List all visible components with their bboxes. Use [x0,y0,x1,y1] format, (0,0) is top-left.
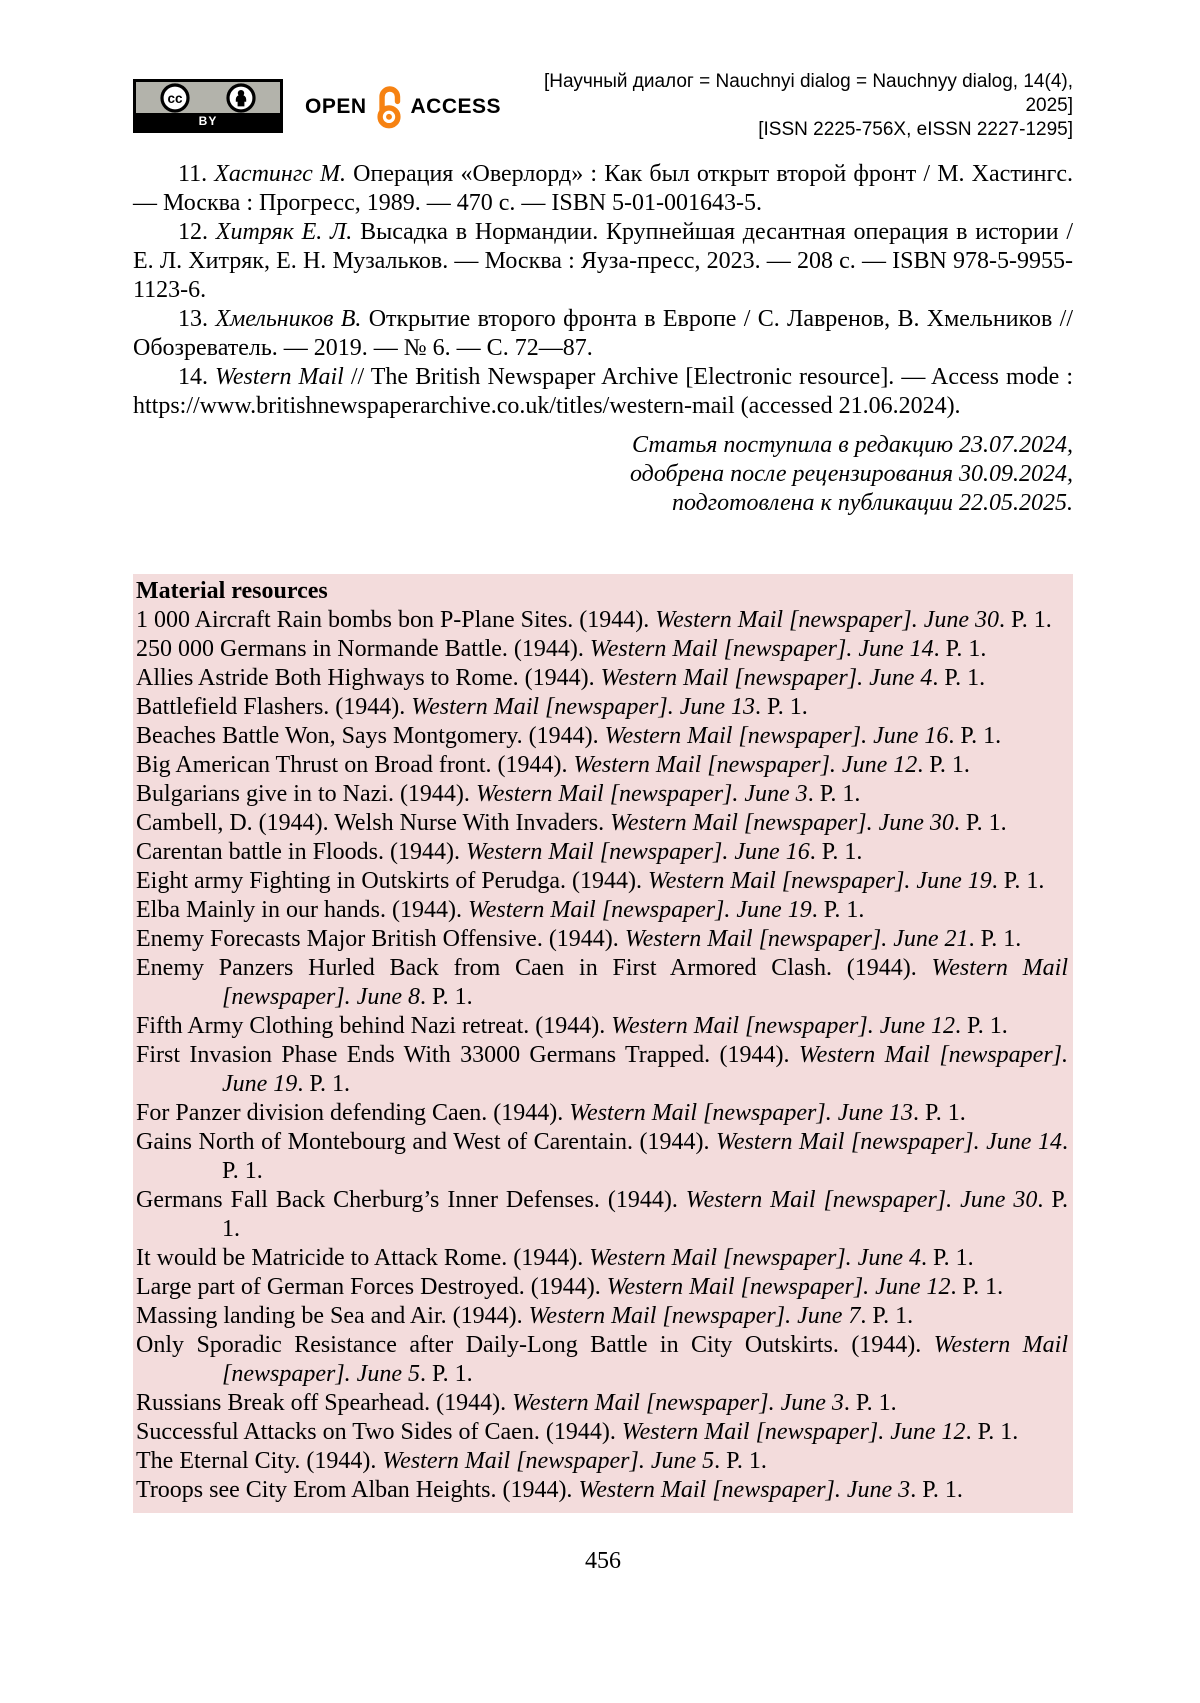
reference-text: 14. [178,364,216,390]
entry-page-ref: . P. 1. [222,1187,1069,1242]
reference-source-name: Хитряк Е. Л. [215,219,353,245]
submission-dates [133,431,1073,518]
material-resource-entry [136,1244,1068,1273]
journal-issn-line: [ISSN 2225-756X, eISSN 2227-1295] [758,119,1073,140]
entry-title: Allies Astride Both Highways to Rome. (1944). [136,665,601,691]
entry-title: Enemy Forecasts Major British Offensive. (1944). [136,926,625,952]
submission-date-line: подготовлена к публикации 22.05.2025. [671,490,1073,516]
material-resource-entry [136,693,1068,722]
entry-source: Western Mail [newspaper]. June 16 [465,839,810,865]
material-resource-entry [136,954,1068,1012]
entry-title: Bulgarians give in to Nazi. (1944). [136,781,476,807]
entry-source: Western Mail [newspaper]. June 7 [528,1303,861,1329]
open-access-access-label: ACCESS [410,94,502,118]
entry-page-ref: . P. 1. [999,607,1052,633]
entry-page-ref: . P. 1. [843,1390,897,1416]
entry-source: Western Mail [newspaper]. June 4 [600,665,933,691]
material-resource-entry [136,780,1068,809]
entry-source: Western Mail [newspaper]. June 12 [611,1013,955,1039]
material-resource-entry [136,1012,1068,1041]
entry-title: Troops see City Erom Alban Heights. (1944). [136,1477,579,1503]
entry-title: Fifth Army Clothing behind Nazi retreat. (1944). [136,1013,612,1039]
material-resource-entry [136,1389,1068,1418]
entry-source: Western Mail [newspaper]. June 4 [589,1245,921,1271]
cc-by-license-badge [133,79,283,133]
references-list [133,160,1073,421]
entry-page-ref: . P. 1. [910,1477,963,1503]
material-resource-entry [136,1273,1068,1302]
entry-source: Western Mail [newspaper]. June 12 [573,752,918,778]
material-resources-title: Material resources [136,578,328,604]
material-resource-entry [136,867,1068,896]
entry-page-ref: . P. 1. [948,723,1002,749]
entry-source: Western Mail [newspaper]. June 19 [467,897,812,923]
material-resource-entry [136,1331,1068,1389]
entry-title: Successful Attacks on Two Sides of Caen. (1944). [136,1419,622,1445]
entry-source: Western Mail [newspaper]. June 14 [589,636,934,662]
entry-title: 1 000 Aircraft Rain bombs bon P-Plane Sites. (1944). [136,607,656,633]
entry-title: Massing landing be Sea and Air. (1944). [136,1303,529,1329]
entry-title: Carentan battle in Floods. (1944). [136,839,466,865]
person-icon [226,83,256,113]
entry-page-ref: . P. 1. [932,665,986,691]
entry-title: The Eternal City. (1944). [136,1448,383,1474]
open-access-logo [305,83,501,129]
reference-text: // The British Newspaper Archive [Electronic resource]. — Access mode : https://www.britishnewspaperarchive.co.uk/titles/western-mail (accessed 21.06.2024). [133,364,1074,419]
entry-source: Western Mail [newspaper]. June 13 [411,694,756,720]
entry-page-ref: . P. 1. [714,1448,767,1474]
entry-source: Western Mail [newspaper]. June 3 [475,781,808,807]
submission-date-line: одобрена после рецензирования 30.09.2024, [630,461,1073,487]
page-header [133,71,1073,140]
entry-source: Western Mail [newspaper]. June 19 [647,868,992,894]
reference-text: Открытие второго фронта в Европе / С. Лавренов, В. Хмельников // Обозреватель. — 2019. — № 6. — С. 72—87. [133,306,1073,361]
entry-title: It would be Matricide to Attack Rome. (1944). [136,1245,590,1271]
entry-source: Western Mail [newspaper]. June 19 [222,1042,1068,1097]
material-resource-entry [136,896,1068,925]
material-resource-entry [136,809,1068,838]
cc-by-label: BY [136,113,280,130]
entry-source: Western Mail [newspaper]. June 30 [655,607,1000,633]
reference-item [133,305,1073,363]
reference-text: 12. [178,219,216,245]
reference-source-name: Хастингс М. [214,161,346,187]
material-resource-entry [136,1041,1068,1099]
entry-title: Beaches Battle Won, Says Montgomery. (1944). [136,723,605,749]
entry-title: Gains North of Montebourg and West of Carentain. (1944). [136,1129,717,1155]
entry-page-ref: . P. 1. [222,1129,1068,1184]
svg-text:cc: cc [167,90,183,106]
entry-page-ref: . P. 1. [920,1245,974,1271]
reference-item [133,160,1073,218]
reference-source-name: Western Mail [215,364,344,390]
journal-title-line: [Научный диалог = Nauchnyi dialog = Nauchnyy dialog, 14(4), 2025] [543,71,1073,116]
entry-source: Western Mail [newspaper]. June 5 [222,1332,1068,1387]
material-resources-section [133,574,1073,1513]
open-padlock-icon [367,83,411,129]
material-resource-entry [136,1302,1068,1331]
entry-page-ref: . P. 1. [950,1274,1004,1300]
reference-source-name: Хмельников В. [215,306,362,332]
material-resource-entry [136,635,1068,664]
entry-page-ref: . P. 1. [860,1303,914,1329]
entry-source: Western Mail [newspaper]. June 30 [685,1187,1038,1213]
journal-info [501,70,1073,142]
entry-title: 250 000 Germans in Normande Battle. (1944). [136,636,590,662]
entry-page-ref: . P. 1. [933,636,987,662]
references-section [133,160,1073,421]
material-resource-entry [136,1186,1068,1244]
material-resource-entry [136,606,1068,635]
entry-title: First Invasion Phase Ends With 33000 Germans Trapped. (1944). [136,1042,799,1068]
reference-text: 11. [178,161,215,187]
reference-text: Высадка в Нормандии. Крупнейшая десантная операция в истории / Е. Л. Хитряк, Е. Н. Музальков. — Москва : Яуза-пресс, 2023. — 208 с. — ISBN 978-5-9955-1123-6. [133,219,1074,303]
material-resource-entry [136,751,1068,780]
entry-title: Enemy Panzers Hurled Back from Caen in First Armored Clash. (1944). [136,955,932,981]
entry-title: Big American Thrust on Broad front. (1944). [136,752,574,778]
entry-page-ref: . P. 1. [809,839,863,865]
entry-source: Western Mail [newspaper]. June 12 [606,1274,951,1300]
entry-source: Western Mail [newspaper]. June 8 [222,955,1068,1010]
material-resource-entry [136,1447,1068,1476]
entry-title: Large part of German Forces Destroyed. (1944). [136,1274,607,1300]
material-resource-entry [136,722,1068,751]
reference-text: 13. [178,306,216,332]
material-resource-entry [136,925,1068,954]
entry-page-ref: . P. 1. [807,781,861,807]
material-resource-entry [136,1099,1068,1128]
entry-title: For Panzer division defending Caen. (1944). [136,1100,570,1126]
entry-page-ref: . P. 1. [953,810,1007,836]
entry-source: Western Mail [newspaper]. June 3 [512,1390,844,1416]
entry-page-ref: . P. 1. [917,752,970,778]
entry-source: Western Mail [newspaper]. June 3 [578,1477,911,1503]
entry-title: Battlefield Flashers. (1944). [136,694,412,720]
entry-source: Western Mail [newspaper]. June 5 [382,1448,715,1474]
entry-title: Cambell, D. (1944). Welsh Nurse With Invaders. [136,810,611,836]
entry-page-ref: . P. 1. [965,1419,1019,1445]
material-resource-entry [136,838,1068,867]
entry-page-ref: . P. 1. [991,868,1045,894]
material-resource-entry [136,1476,1068,1505]
material-resource-entry [136,1418,1068,1447]
entry-source: Western Mail [newspaper]. June 16 [604,723,949,749]
entry-source: Western Mail [newspaper]. June 12 [621,1419,966,1445]
submission-date-line: Статья поступила в редакцию 23.07.2024, [632,432,1073,458]
entry-title: Only Sporadic Resistance after Daily-Long Battle in City Outskirts. (1944). [136,1332,934,1358]
cc-circles-icon [160,83,190,113]
entry-page-ref: . P. 1. [955,1013,1008,1039]
entry-page-ref: . P. 1. [419,1361,473,1387]
material-resource-entry [136,1128,1068,1186]
entry-title: Eight army Fighting in Outskirts of Perudga. (1944). [136,868,648,894]
entry-page-ref: . P. 1. [968,926,1022,952]
entry-page-ref: . P. 1. [755,694,808,720]
open-access-open-label: OPEN [305,94,367,118]
material-resources-list [136,606,1068,1505]
entry-page-ref: . P. 1. [811,897,865,923]
entry-source: Western Mail [newspaper]. June 14 [716,1129,1062,1155]
entry-page-ref: . P. 1. [913,1100,966,1126]
material-resource-entry [136,664,1068,693]
reference-text: Операция «Оверлорд» : Как был открыт второй фронт / М. Хастингс. — Москва : Прогресс, 1989. — 470 с. — ISBN 5-01-001643-5. [133,161,1073,216]
entry-title: Russians Break off Spearhead. (1944). [136,1390,513,1416]
entry-title: Elba Mainly in our hands. (1944). [136,897,468,923]
entry-source: Western Mail [newspaper]. June 21 [624,926,969,952]
cc-badge-icons [136,82,280,113]
entry-page-ref: . P. 1. [419,984,473,1010]
reference-item [133,363,1073,421]
entry-page-ref: . P. 1. [297,1071,350,1097]
entry-title: Germans Fall Back Cherburg’s Inner Defenses. (1944). [136,1187,686,1213]
entry-source: Western Mail [newspaper]. June 30 [610,810,954,836]
entry-source: Western Mail [newspaper]. June 13 [569,1100,913,1126]
reference-item [133,218,1073,305]
page-number: 456 [585,1548,621,1574]
